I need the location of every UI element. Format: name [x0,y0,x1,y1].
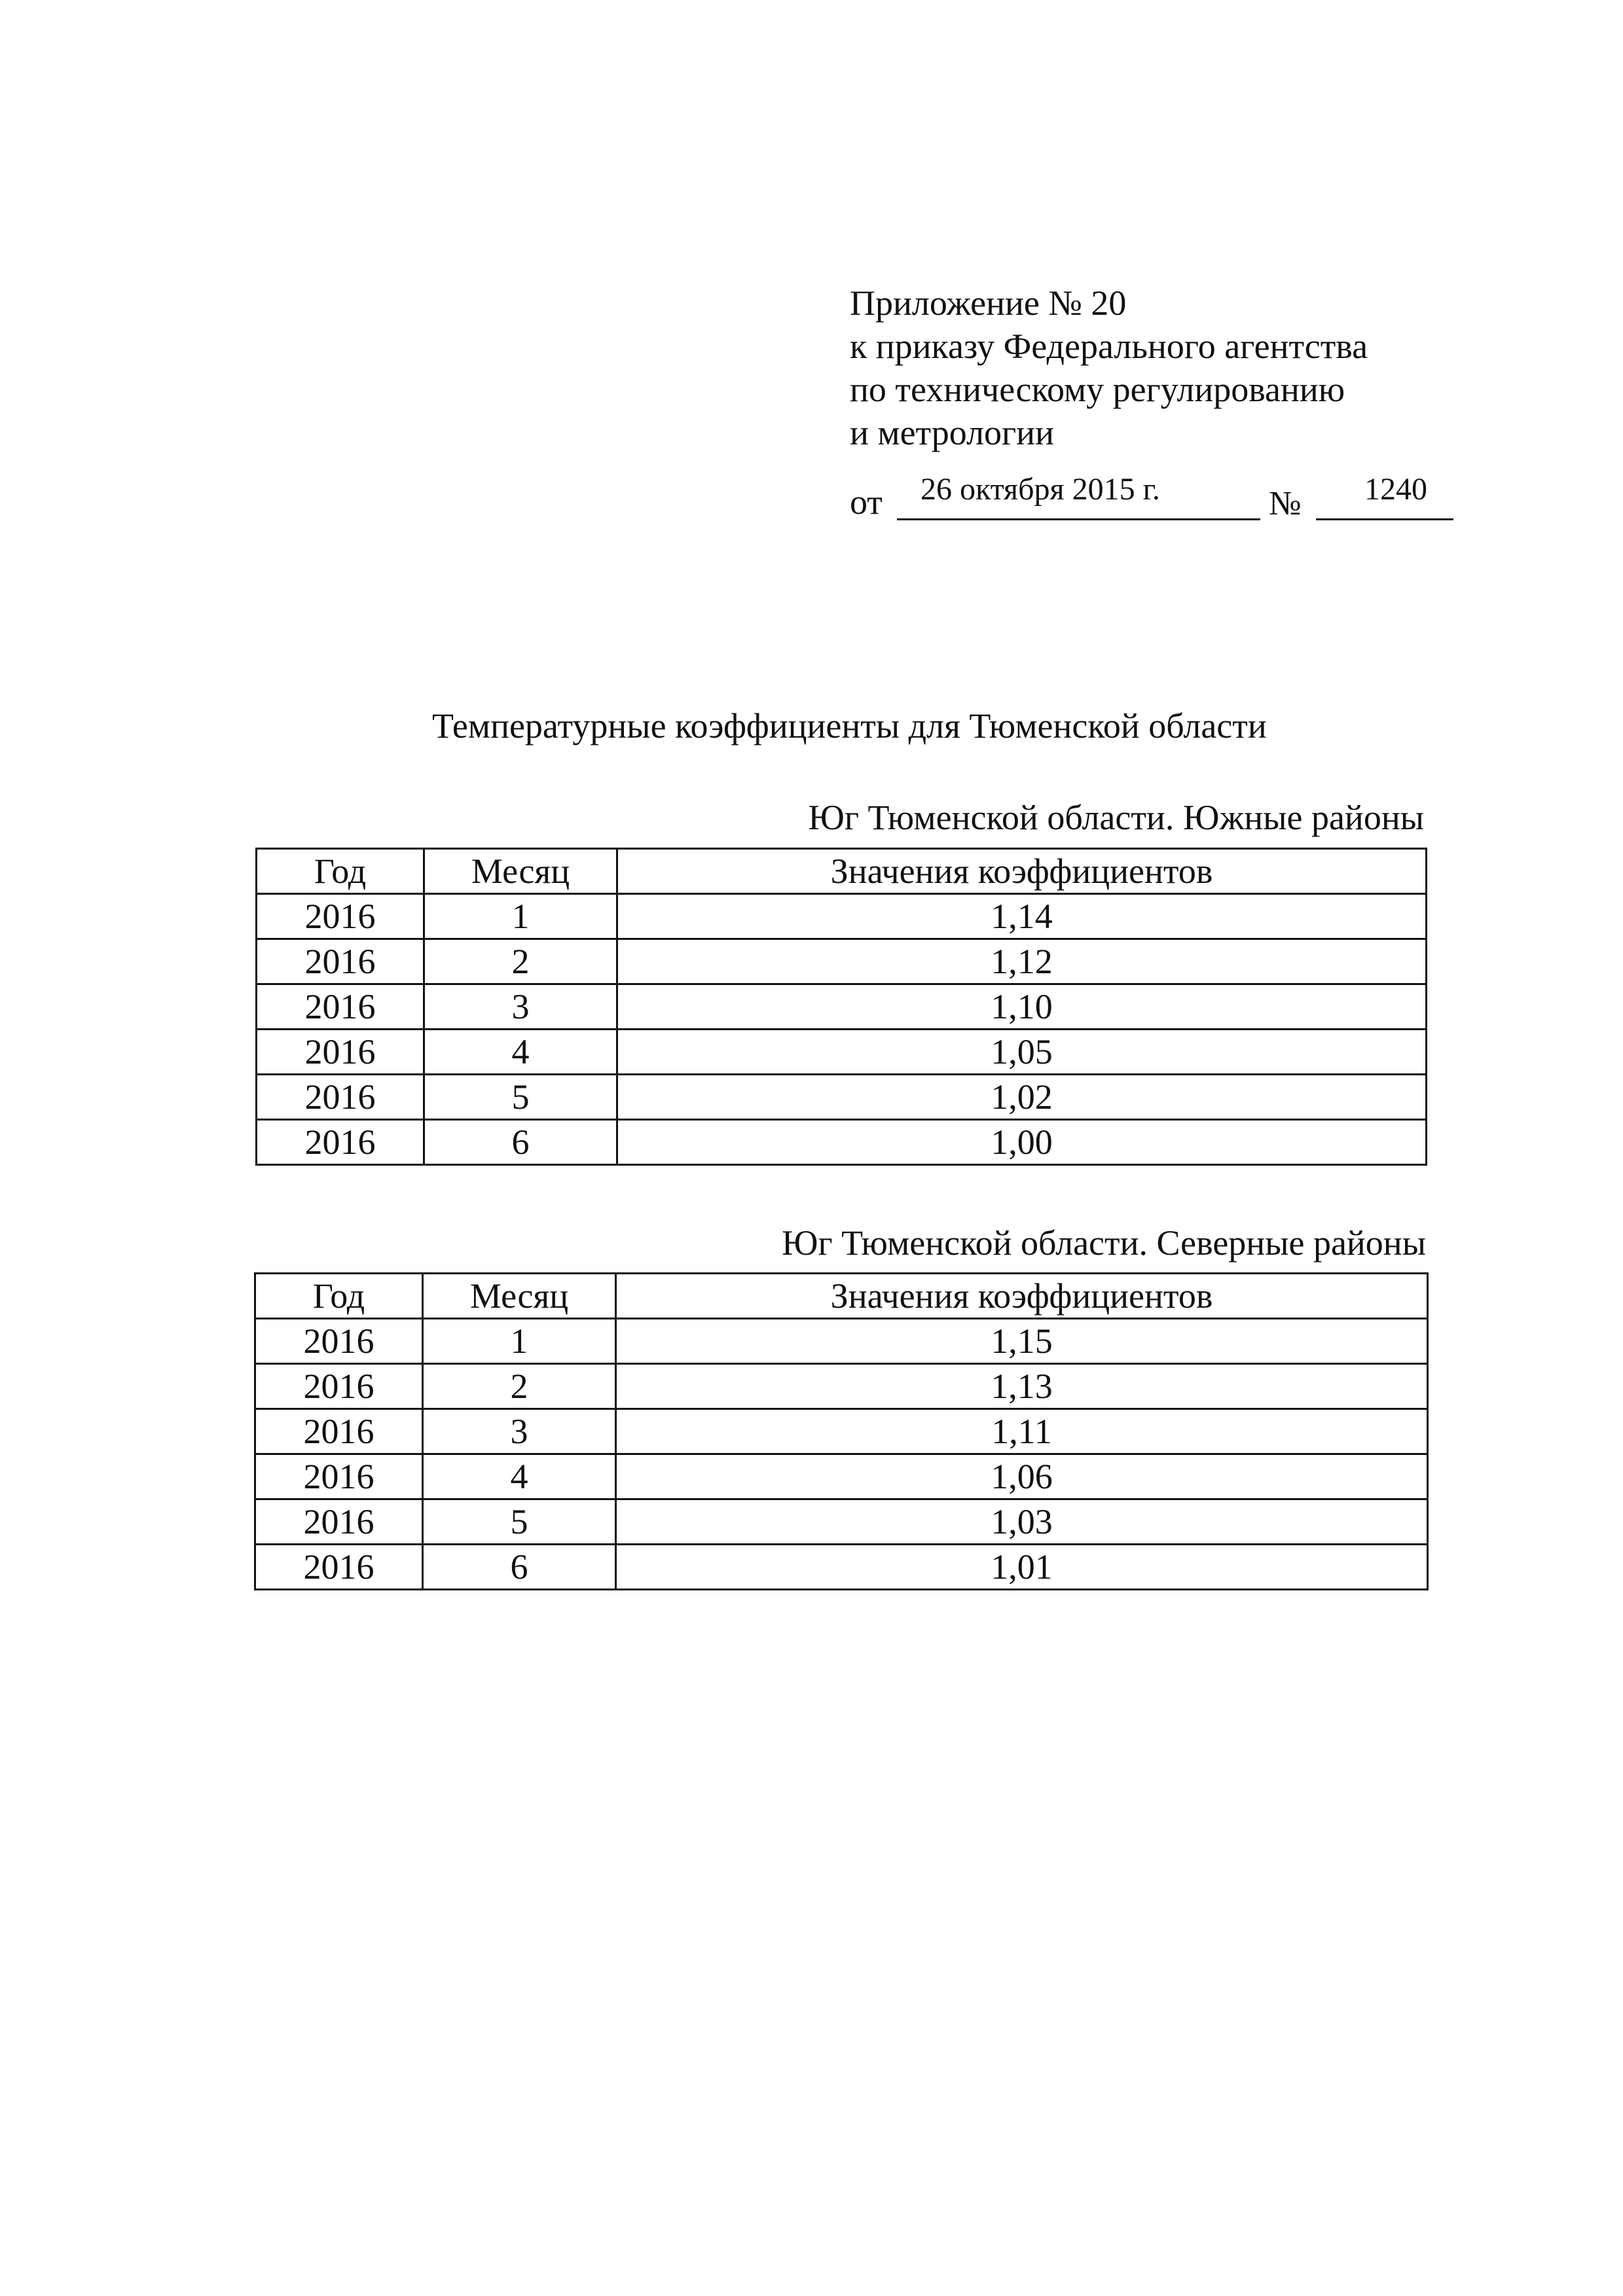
table-caption-south: Юг Тюменской области. Южные районы [808,798,1424,837]
cell-value: 1,05 [617,1030,1427,1075]
cell-year: 2016 [257,1030,424,1075]
table-row [255,1545,1428,1590]
table-row [255,1499,1428,1545]
cell-value: 1,01 [616,1545,1428,1590]
cell-month: 5 [423,1499,616,1545]
table-caption-north: Юг Тюменской области. Северные районы [782,1223,1426,1263]
cell-year: 2016 [257,1120,424,1165]
cell-value: 1,06 [616,1454,1428,1499]
cell-value: 1,11 [616,1409,1428,1454]
header-month: Месяц [424,849,617,894]
cell-month: 1 [424,894,617,939]
coefficients-table-south [255,848,1427,1166]
table-row [257,984,1427,1030]
order-date-field [897,470,1260,520]
cell-value: 1,14 [617,894,1427,939]
cell-value: 1,00 [617,1120,1427,1165]
cell-year: 2016 [257,1075,424,1120]
table-row [255,1319,1428,1364]
header-values: Значения коэффициентов [617,849,1427,894]
number-label: № [1269,485,1302,522]
table-row [257,1120,1427,1165]
cell-month: 1 [423,1319,616,1364]
table-row [257,1075,1427,1120]
cell-value: 1,10 [617,984,1427,1030]
cell-year: 2016 [255,1545,423,1590]
header-year: Год [257,849,424,894]
cell-year: 2016 [257,984,424,1030]
cell-value: 1,15 [616,1319,1428,1364]
table-header-row [255,1274,1428,1319]
table-row [255,1454,1428,1499]
cell-month: 2 [424,939,617,984]
cell-year: 2016 [255,1409,423,1454]
cell-value: 1,02 [617,1075,1427,1120]
cell-month: 6 [423,1545,616,1590]
header-values: Значения коэффициентов [616,1274,1428,1319]
cell-month: 3 [423,1409,616,1454]
order-number-field [1316,470,1453,520]
cell-year: 2016 [257,939,424,984]
appendix-line: Приложение № 20 [850,283,1127,323]
cell-month: 5 [424,1075,617,1120]
cell-value: 1,12 [617,939,1427,984]
table-row [257,1030,1427,1075]
from-label: от [850,482,883,522]
table-row [255,1364,1428,1409]
header-month: Месяц [423,1274,616,1319]
document-title: Температурные коэффициенты для Тюменской области [432,706,1267,745]
cell-value: 1,03 [616,1499,1428,1545]
cell-month: 6 [424,1120,617,1165]
cell-month: 4 [424,1030,617,1075]
table-header-row [257,849,1427,894]
cell-month: 4 [423,1454,616,1499]
appendix-header [850,281,1465,454]
appendix-line: и метрологии [850,413,1054,452]
order-reference [850,470,1465,522]
cell-year: 2016 [255,1319,423,1364]
order-number: 1240 [1364,472,1427,507]
cell-year: 2016 [255,1454,423,1499]
order-date: 26 октября 2015 г. [921,472,1160,507]
appendix-line: к приказу Федерального агентства [850,327,1368,366]
cell-year: 2016 [255,1364,423,1409]
appendix-line: по техническому регулированию [850,370,1345,409]
cell-year: 2016 [255,1499,423,1545]
coefficients-table-north [254,1272,1429,1590]
table-row [255,1409,1428,1454]
cell-month: 2 [423,1364,616,1409]
cell-value: 1,13 [616,1364,1428,1409]
header-year: Год [255,1274,423,1319]
cell-month: 3 [424,984,617,1030]
cell-year: 2016 [257,894,424,939]
table-row [257,894,1427,939]
table-row [257,939,1427,984]
